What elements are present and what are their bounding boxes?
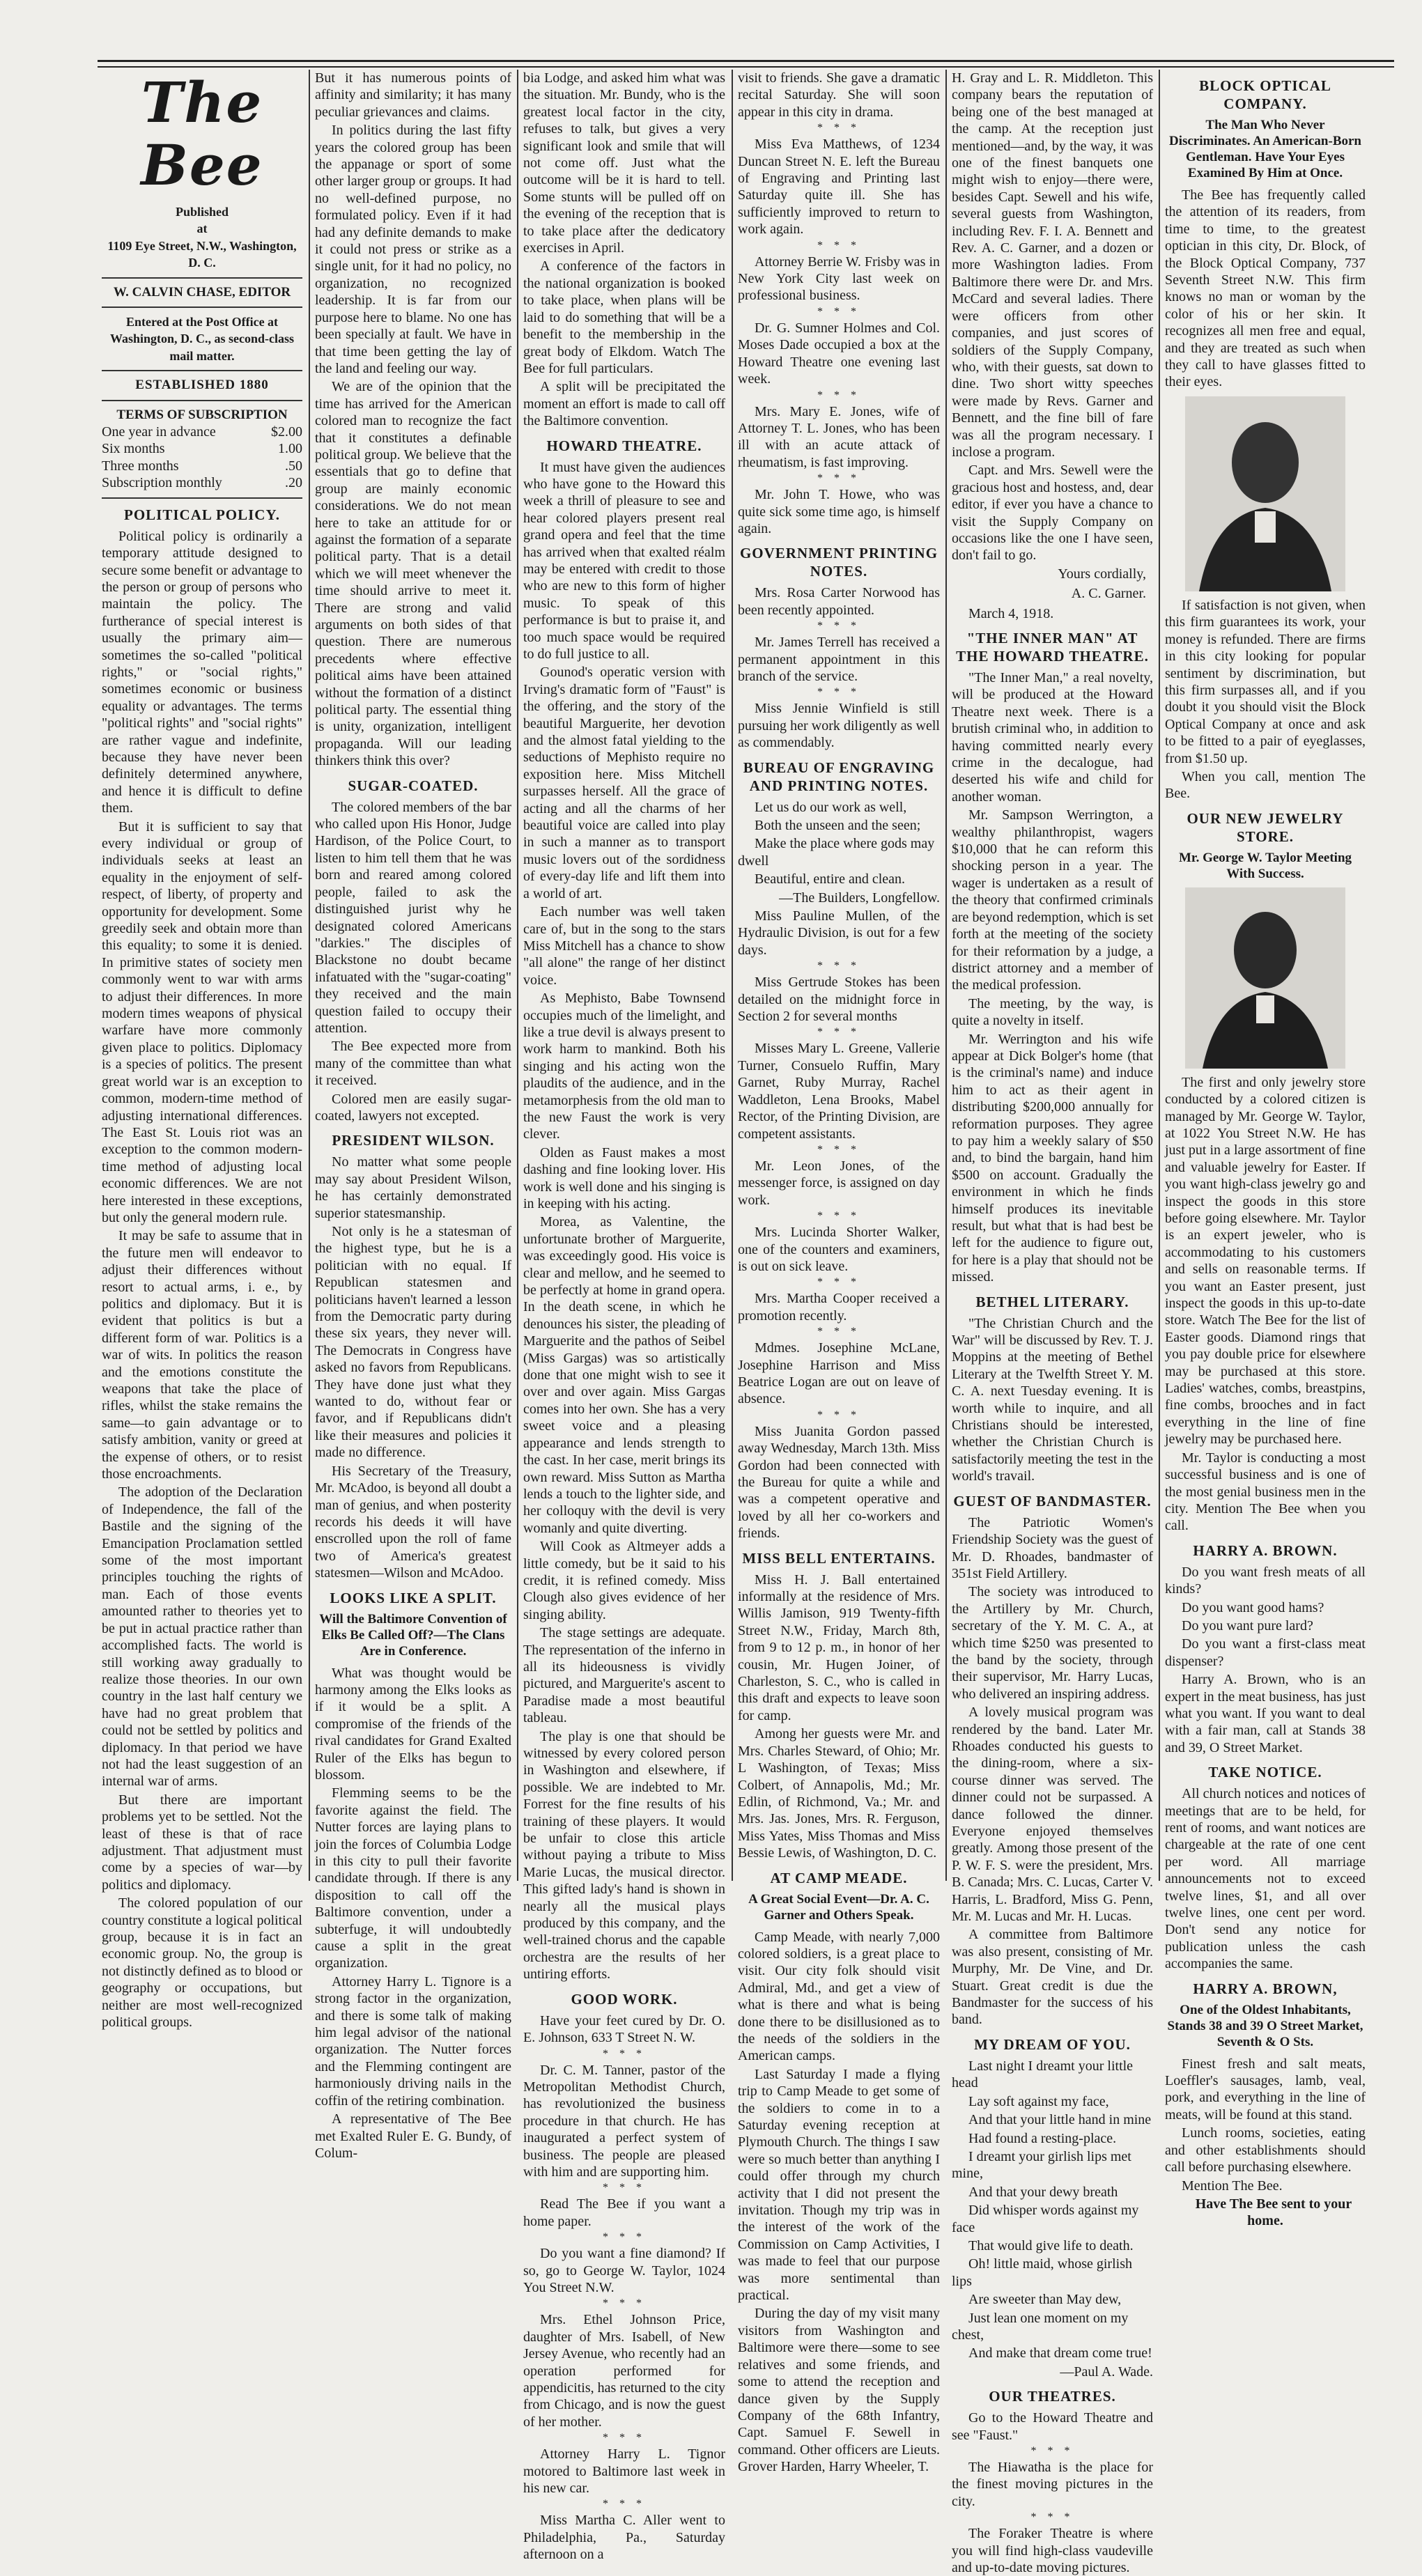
poem-line: I dreamt your girlish lips met mine, bbox=[952, 2148, 1131, 2182]
column-2 bbox=[311, 70, 516, 2161]
paragraph: But there are important problems yet to be settled. Not the least of these is that of race adjustment. That adjustment must come by a species of war—by politics and diplomacy. bbox=[102, 1792, 302, 1893]
paragraph: A lovely musical program was rendered by the band. Later Mr. Rhoades conducted his guests to the dining-room, where a six-course dinner was served. The dinner could not be surpassed. A dance followed the dinner. Everyone enjoyed themselves greatly. Among those present of the P. W. F. S. were the president, Mrs. B. Canada; Mrs. C. Lucas, Carter V. Harris, L. Bradford, Miss G. Penn, Mr. M. Lucas and Mr. H. Lucas. bbox=[952, 1705, 1153, 1925]
paragraph: As Mephisto, Babe Townsend occupies much of the limelight, and like a true devil is always present to work harm to mankind. Both his singing and his acting won the plaudits of the audience, and in the metamorphesis from the old man to the new Faust the work is very clever. bbox=[523, 991, 725, 1142]
masthead-established: ESTABLISHED 1880 bbox=[135, 378, 269, 393]
poem-line: Did whisper words against my face bbox=[952, 2203, 1139, 2235]
paragraph: The adoption of the Declaration of Independence, the fall of the Bastile and the signing of the Emancipation Proclamation settled some of the most important principles touching the rights of man. Each of those events amounted rather to theories yet to be put in actual practice rather than accomplished facts. The world is still working away gradually to realize those theories. In our own country in the last half century we have had no great problem that could not be settled by politics and diplomacy. In that period we have not had the least suggestion of an internal war of arms. bbox=[102, 1484, 302, 1790]
paragraph: The society was introduced to the Artillery by Mr. Church, secretary of the Y. M. C. A., at which time $250 was presented to the band by the society, through their supervisor, Mr. Harry Lucas, who delivered an inspiring address. bbox=[952, 1584, 1153, 1702]
paragraph: The Foraker Theatre is where you will find high-class vaudeville and up-to-date moving pictures. bbox=[952, 2526, 1153, 2576]
poem-line: Both the unseen and the seen; bbox=[755, 818, 921, 833]
poem-line: Let us do our work as well, bbox=[755, 799, 907, 815]
paragraph: The meeting, by the way, is quite a novelty in itself. bbox=[952, 995, 1153, 1029]
paragraph: Lunch rooms, societies, eating and other establishments should call before purchasing elsewhere. bbox=[1165, 2125, 1366, 2175]
article-title: MY DREAM OF YOU. bbox=[974, 2035, 1131, 2053]
dateline: March 4, 1918. bbox=[968, 605, 1054, 621]
paragraph: Political policy is ordinarily a temporary attitude designed to secure some benefit or advantage to the person or group of persons who maintain the policy. The furtherance of special interest is usually the primary aim—sometimes the so-called "political rights," or "social rights," sometimes economic or business equality or advantages. The terms "political rights" and "social rights" are rather vague and indefinite, because they have never been definitely determined anywhere, and hence it is difficult to define them. bbox=[102, 528, 302, 816]
paragraph: Attorney Harry L. Tignor motored to Baltimore last week in his new car. bbox=[523, 2446, 725, 2497]
paragraph: Miss Pauline Mullen, of the Hydraulic Division, is out for a few days. bbox=[738, 908, 940, 958]
paragraph: The colored members of the bar who called upon His Honor, Judge Hardison, of the Police Court, to listen to him tell them that he was born and reared among colored people, failed to ask the distinguished jurist why he designated colored Americans "darkies." The disciples of Blackstone no doubt became infatuated with the "sugar-coating" they received and the main question failed to occupy their attention. bbox=[315, 799, 511, 1036]
paragraph: During the day of my visit many visitors from Washington and Baltimore were there—some to see relatives and some friends, and some to attend the reception and dance given by the Supply Company of the 68th Infantry, Capt. Samuel F. Sewell in command. Other officers are Lieuts. Grover Harden, Harry Wheeler, T. bbox=[738, 2306, 940, 2475]
article-title: HARRY A. BROWN. bbox=[1193, 1542, 1338, 1559]
paragraph: Flemming seems to be the favorite against the field. The Nutter forces are laying plans to join the forces of Columbia Lodge in this city to pull their favorite candidate through. If there is any disposition to call off the Baltimore convention, under a subterfuge, it will undoubtedly cause a split in the great organization. bbox=[315, 1785, 511, 1971]
article-title: BUREAU OF ENGRAVING AND PRINTING NOTES. bbox=[743, 759, 935, 794]
paragraph: Gounod's operatic version with Irving's dramatic form of "Faust" is the offering, and the story of the beautiful Marguerite, her devotion and the almost fatal yielding to the seductions of Mephisto require no exposition here. Miss Mitchell surpasses herself. All the grace of acting and all the charms of her beautiful voice are called into play in such a manner as to transport music lovers out of the sordidness of every-day life and lift them into a world of art. bbox=[523, 665, 725, 901]
poem-line: Last night I dreamt your little head bbox=[952, 2058, 1134, 2091]
column-4: visit to friends. She gave a dramatic recital Saturday. She will soon appear in this city in drama. * * * Miss Eva Matthews, of 1234 Duncan Street N. E. left the Bureau of Engraving and Printing last Saturday quite ill. She has sufficiently improved to return to work again. * * * Attorney Berrie W. Frisby was in New York City last week on professional business. * * * Dr. G. Sumner Holmes and Col. Moses Dade occupied a box at the Howard Theatre one evening last week. * * * Mrs. Mary E. Jones, wife of Attorney T. L. Jones, who has been ill with an acute attack of rheumatism, is fast improving. * * * Mr. John T. Howe, who was quite sick some time ago, is himself again. GOVERNMENT PRINTING NOTES. Mrs. Rosa Carter Norwood has been recently appointed. * * * Mr. James Terrell has received a permanent appointment in this branch of the service. * * * Miss Jennie Winfield is still pursuing her work diligently as well as commendably. BUREAU OF ENGRAVING AND PRINTING NOTES. Let us do our work as well, Both the unseen and the seen; Make the place where gods may dwell Beautiful, entire and clean. —The Builders, Longfellow. Miss Pauline Mullen, of the Hydraulic Division, is out for a few days. * * * Miss Gertrude Stokes has been detailed on the midnight force in Section 2 for several months * * * Misses Mary L. Greene, Vallerie Turner, Consuelo Ruffin, Mary Garnet, Ruby Murray, Rachel Waddleton, Lena Brooks, Mabel Rector, of the Printing Division, are competent assistants. * * * Mr. Leon Jones, of the messenger force, is assigned on day work. * * * Mrs. Lucinda Shorter Walker, one of the counters and examiners, is out on sick leave. * * * Mrs. Martha Cooper received a promotion recently. * * * Mdmes. Josephine McLane, Josephine Harrison and Miss Beatrice Logan are out on leave of absence. * * * Miss Juanita Gordon passed away Wednesday, March 13th. Miss Gordon had been connected with the Bureau for quite a while and was a competent operative and loved by all her co-workers and friends. MISS BELL ENTERTAINS. Miss H. J. Ball entertained informally at the residence of Mrs. Willis Jamison, 919 Twenty-fifth Street N.W., Friday, March 8th, from 9 to 12 p. m., in honor of her cousin, Mr. Hugen Joiner, of Charleston, S. C., who is called in this draft and expects to leave soon for camp. Among her guests were Mr. and Mrs. Charles Steward, of Ohio; Mr. L Washington, of Texas; Miss Colbert, of Annapolis, Md.; Mr. Edlin, of Richmond, Va.; Mr. and Mrs. Jas. Jones, Mrs. R. Ferguson, Miss Yates, Miss Thomas and Miss Bessie Lewis, of Washington, D. C. AT CAMP MEADE. A Great Social Event—Dr. A. C. Garner and Others Speak. Camp Meade, with nearly 7,000 colored soldiers, is a great place to visit. Our city folk should visit Admiral, Md., and get a view of what is there and what is being done there to be disillusioned as to the needs of the soldiers in the American camps. Last Saturday I made a flying trip to Camp Meade to get some of the soldiers to come in to a Saturday evening reception at Plymouth Church. The things I saw were so much better than anything I could offer through my church activity that I did not present the invitation. Though my trip was in the interest of the work of the Commission on Camp Activities, I was made to feel that our purpose was more sentimental than practical. During the day of my visit many visitors from Washington and Baltimore were there—some to see relatives and some friends, and some to attend the reception and dance given by the Supply Company of the 68th Infantry, Capt. Samuel F. Sewell in command. Other officers are Lieuts. Grover Harden, Harry Wheeler, T. bbox=[738, 70, 940, 2475]
column-6 bbox=[1161, 70, 1370, 2229]
paragraph: The Patriotic Women's Friendship Society was the guest of Mr. D. Rhoades, bandmaster of 351st Field Artillery. bbox=[952, 1514, 1153, 1581]
article-title: GUEST OF BANDMASTER. bbox=[953, 1492, 1152, 1510]
poem-line: Oh! little maid, whose girlish lips bbox=[952, 2256, 1132, 2289]
masthead-title: The Bee bbox=[141, 70, 263, 198]
paragraph: It must have given the audiences who have gone to the Howard this week a thrill of pleasure to see and hear colored players present real grand opera and feel that the time has arrived when that exalted réalm may be entered with credit to those who are new to this form of higher music. To speak of this performance is but to praise it, and too much space would be required to do full justice to all. bbox=[523, 459, 725, 662]
portrait-photo bbox=[1185, 396, 1345, 591]
terms-row: Six months 1.00 bbox=[102, 441, 302, 457]
paragraph: Mr. Leon Jones, of the messenger force, is assigned on day work. bbox=[738, 1158, 940, 1208]
top-rule bbox=[98, 60, 1394, 68]
paragraph: Read The Bee if you want a home paper. bbox=[523, 2196, 725, 2229]
paragraph: Have your feet cured by Dr. O. E. Johnson, 633 T Street N. W. bbox=[523, 2012, 725, 2046]
paragraph: The colored population of our country constitute a logical political group, because it is in fact an economic group. No, the group is not distinctly defined as to blood or geography or occupations, but neither are most well-recognized political groups. bbox=[102, 1895, 302, 2031]
poem-line: And that your little hand in mine bbox=[968, 2112, 1152, 2128]
article-title: HARRY A. BROWN, bbox=[1193, 1980, 1338, 1997]
paragraph: A conference of the factors in the national organization is booked to take place, when plans will be laid to do something that will be a benefit to the membership in the great body of Elkdom. Watch The Bee for full particulars. bbox=[523, 258, 725, 376]
article-title: AT CAMP MEADE. bbox=[770, 1869, 908, 1886]
paragraph: bia Lodge, and asked him what was the situation. Mr. Bundy, who is the greatest local factor in the city, refuses to talk, but gives a very significant look and smile that will not come off. Just what the outcome will be it is hard to tell. Some stunts will be pulled off on the evening of the reception that is to take place after the dedicatory exercises in April. bbox=[523, 70, 725, 256]
article-subtitle: The Man Who Never Discriminates. An American-Born Gentleman. Have Your Eyes Examined By Him at Once. bbox=[1168, 118, 1361, 180]
paragraph: What was thought would be harmony among the Elks looks as if it would be a split. A compromise of the friends of the rival candidates for Grand Exalted Ruler of the Elks has begun to blossom. bbox=[315, 1665, 511, 1783]
paragraph: Mrs. Lucinda Shorter Walker, one of the counters and examiners, is out on sick leave. bbox=[738, 1225, 940, 1274]
at-label: at bbox=[196, 222, 208, 236]
article-title: POLITICAL POLICY. bbox=[124, 506, 280, 523]
paragraph: Miss Gertrude Stokes has been detailed on the midnight force in Section 2 for several months bbox=[738, 975, 940, 1025]
column-3: bia Lodge, and asked him what was the situation. Mr. Bundy, who is the greatest local factor in the city, refuses to talk, but gives a very significant look and smile that will not come off. Just what the outcome will be it is hard to tell. Some stunts will be pulled off on the evening of the reception that is to take place after the dedicatory exercises in April. A conference of the factors in the national organization is booked to take place, when plans will be laid to do something that will be a benefit to the membership in the great body of Elkdom. Watch The Bee for full particulars. A split will be precipitated the moment an effort is made to call off the Baltimore convention. HOWARD THEATRE. It must have given the audiences who have gone to the Howard this week a thrill of pleasure to see and hear colored players present real grand opera and feel that the time has arrived when that exalted réalm may be entered with credit to those who are new to this form of higher music. To speak of this performance is but to praise it, and too much space would be required to do full justice to all. Gounod's operatic version with Irving's dramatic form of "Faust" is the offering, and the story of the beautiful Marguerite, her devotion and the almost fatal yielding to the seductions of Mephisto require no exposition here. Miss Mitchell surpasses herself. All the grace of acting and all the charms of her beautiful voice are called into play in such a manner as to transport music lovers out of the sordidness of every-day life and lift them into a world of art. Each number was well taken care of, but in the song to the stars Miss Mitchell has a chance to show "all alone" the range of her distinct voice. As Mephisto, Babe Townsend occupies much of the limelight, and like a true devil is always present to work harm to mankind. Both his singing and his acting won the plaudits of the audience, and in the metamorphesis from the old man to the new Faust the work is very clever. Olden as Faust makes a most dashing and fine looking lover. His work is well done and his singing is in keeping with his acting. Morea, as Valentine, the unfortunate brother of Marguerite, was exceedingly good. His voice is clear and mellow, and he seemed to be perfectly at home in grand opera. In the death scene, in which he denounces his sister, the pleading of Marguerite and the pathos of Seibel (Miss Gargas) was so artistically done that one might wish to see it over and over again. Miss Gargas comes into her own. She has a very sweet voice and a pleasing appearance and lends strength to the cast. In her case, merit brings its own reward. Miss Sutton as Martha lends a touch to the lighter side, and her colloquy with the devil is very womanly and quite diverting. Will Cook as Altmeyer adds a little comedy, but be it said to his credit, it is refined comedy. Miss Clough also gives evidence of her singing ability. The stage settings are adequate. The representation of the inferno in all its hideousness is vividly pictured, and Marguerite's ascent to Paradise made a most beautiful tableau. The play is one that should be witnessed by every colored person in Washington and elsewhere, if possible. We are indebted to Mr. Forrest for the fine results of his training of these players. It would be unfair to close this article without paying a tribute to Miss Marie Lucas, the musical director. This gifted lady's hand is shown in nearly all the musical plays produced by this company, and the well-trained chorus and the capable orchestra are the results of her untiring efforts. GOOD WORK. Have your feet cured by Dr. O. E. Johnson, 633 T Street N. W. * * * Dr. C. M. Tanner, pastor of the Metropolitan Methodist Church, has revolutionized the business procedure in that church. He has inaugurated a perfect system of business. The people are pleased with him and are supporting him. * * * Read The Bee if you want a home paper. * * * Do you want a fine diamond? If so, go to George W. Taylor, 1024 You Street N.W. * * * Mrs. Ethel Johnson Price, daughter of Mrs. Isabell, of New Jersey Avenue, who recently had an operation performed for appendicitis, has returned to the city from Chicago, and is now the guest of her mother. * * * Attorney Harry L. Tignor motored to Baltimore last week in his new car. * * * Miss Martha C. Aller went to Philadelphia, Pa., Saturday afternoon on a bbox=[523, 70, 725, 2563]
paragraph: Dr. G. Sumner Holmes and Col. Moses Dade occupied a box at the Howard Theatre one evening last week. bbox=[738, 320, 940, 387]
poem-line: Lay soft against my face, bbox=[968, 2093, 1109, 2109]
column-rule bbox=[945, 70, 947, 1881]
paragraph: Misses Mary L. Greene, Vallerie Turner, Consuelo Ruffin, Mary Garnet, Ruby Murray, Rachel Waddleton, Lena Brooks, Mabel Rector, of the Printing Division, are competent assistants. bbox=[738, 1041, 940, 1142]
article-title: PRESIDENT WILSON. bbox=[332, 1132, 495, 1149]
footer-line: Have The Bee sent to your home. bbox=[1195, 2196, 1352, 2229]
paragraph: Mrs. Rosa Carter Norwood has been recently appointed. bbox=[738, 585, 940, 618]
column-rule bbox=[732, 70, 733, 1881]
paragraph: The Hiawatha is the place for the finest moving pictures in the city. bbox=[952, 2460, 1153, 2509]
column-1 bbox=[98, 70, 307, 2031]
masthead-entered: Entered at the Post Office at Washington, D. C., as second-class mail matter. bbox=[109, 315, 295, 363]
paragraph: But it is sufficient to say that every individual or group of individuals seeks at least an equality in the enjoyment of self-respect, of liberty, of property and opportunity for development. Some greedily seek and obtain more than this equality; to some it is denied. In primitive states of society men commonly went to war with arms to adjust their differences. In more modern times weapons of physical warfare have more commonly given place to politics. Diplomacy is a species of politics. The present great world war is an exception to common, modern-time method of adjusting international differences. The East St. Louis riot was an exception to the common modern-time method of adjusting local economic differences. We are not here interested in these exceptions, but only the general modern rule. bbox=[102, 818, 302, 1225]
terms-row: Subscription monthly .20 bbox=[102, 475, 302, 491]
article-subtitle: Mr. George W. Taylor Meeting With Success. bbox=[1178, 850, 1352, 881]
paragraph: All church notices and notices of meetings that are to be held, for rent of rooms, and want notices are chargeable at the rate of one cent per word. All marriage announcements not to exceed twelve lines, $1, and all over twelve lines, one cent per word. Don't send any notice for publication unless the cash accompanies the same. bbox=[1165, 1786, 1366, 1972]
paragraph: Camp Meade, with nearly 7,000 colored soldiers, is a great place to visit. Our city folk should visit Admiral, Md., and get a view of what is there and what is being done there to be disillusioned as to the needs of the soldiers in the American camps. bbox=[738, 1929, 940, 2064]
paragraph: Capt. and Mrs. Sewell were the gracious host and hostess, and, dear editor, if ever you have a chance to visit the Supply Company on occasions like the one I have seen, don't fail to go. bbox=[952, 463, 1153, 564]
terms-row: One year in advance $2.00 bbox=[102, 424, 302, 440]
paragraph: Do you want a first-class meat dispenser? bbox=[1165, 1636, 1366, 1669]
paragraph: Mention The Bee. bbox=[1182, 2178, 1283, 2194]
paragraph: Go to the Howard Theatre and see "Faust." bbox=[952, 2410, 1153, 2443]
paragraph: visit to friends. She gave a dramatic recital Saturday. She will soon appear in this city in drama. bbox=[738, 70, 940, 120]
column-rule bbox=[1159, 70, 1160, 1881]
article-title: "THE INNER MAN" AT THE HOWARD THEATRE. bbox=[956, 630, 1149, 665]
article-subtitle: Will the Baltimore Convention of Elks Be Called Off?—The Clans Are in Conference. bbox=[319, 1611, 507, 1659]
paragraph: Miss H. J. Ball entertained informally at the residence of Mrs. Willis Jamison, 919 Twenty-fifth Street N.W., Friday, March 8th, from 9 to 12 p. m., in honor of her cousin, Mr. Hugen Joiner, of Charleston, S. C., who is called in this draft and expects to leave soon for camp. bbox=[738, 1572, 940, 1723]
terms-title: TERMS OF SUBSCRIPTION bbox=[116, 407, 288, 422]
article-title: BLOCK OPTICAL COMPANY. bbox=[1199, 77, 1331, 112]
article-title: SUGAR-COATED. bbox=[348, 777, 479, 794]
paragraph: A split will be precipitated the moment an effort is made to call off the Baltimore convention. bbox=[523, 379, 725, 429]
column-5: H. Gray and L. R. Middleton. This company bears the reputation of being one of the best managed at the camp. At the reception just mentioned—and, by the way, it was one of the finest banquets one might wish to enjoy—there were, besides Capt. Sewell and his wife, several guests from Washington, including Rev. F. I. A. Bennett and Rev. A. C. Garner, and a dozen or more Washington ladies. From Baltimore there were Dr. and Mrs. McCard and several ladies. There were officers from other companies, and just scores of soldiers of the Supply Company, who, with their guests, sat down to dine. Two short witty speeches were made by Revs. Garner and Bennett, and the fine bill of fare was all the program necessary. I inclose a program. Capt. and Mrs. Sewell were the gracious host and hostess, and, dear editor, if ever you have a chance to visit the Supply Company on occasions like the one I have seen, don't fail to go. Yours cordially, A. C. Garner. March 4, 1918. "THE INNER MAN" AT THE HOWARD THEATRE. "The Inner Man," a real novelty, will be produced at the Howard Theatre next week. There is a brutish criminal who, in addition to having committed nearly every crime in the decalogue, had deserted his wife and child for another woman. Mr. Sampson Werrington, a wealthy philanthropist, wagers $10,000 that he can reform this shocking person in a year. The wager is undertaken as a result of the theory that confirmed criminals are beyond redemption, which is set forth at the meeting of the society for their reformation by a judge, a district attorney and a member of the medical profession. The meeting, by the way, is quite a novelty in itself. Mr. Werrington and his wife appear at Dick Bolger's home (that is the criminal's name) and induce him to act as their agent in distributing $200,000 annually for reformation purposes. They agree to pay him a weekly salary of $50 and, to bind the bargain, hand him $500 on account. Gradually the environment in which he finds himself produces its inevitable result, but what that is had best be left for the audience to figure out, for here is a play that should not be missed. BETHEL LITERARY. "The Christian Church and the War" will be discussed by Rev. T. J. Moppins at the meeting of Bethel Literary at the Twelfth Street Y. M. C. A. next Tuesday evening. It is worth while to inquire, and all Christians should be interested, whether the Christian Church is satisfactorily meeting the test in the world's travail. GUEST OF BANDMASTER. The Patriotic Women's Friendship Society was the guest of Mr. D. Rhoades, bandmaster of 351st Field Artillery. The society was introduced to the Artillery by Mr. Church, secretary of the Y. M. C. A., at which time $250 was presented to the band by the society, through their supervisor, Mr. Harry Lucas, who delivered an inspiring address. A lovely musical program was rendered by the band. Later Mr. Rhoades conducted his guests to the dining-room, where a six-course dinner was served. The dinner could not be surpassed. A dance followed the dinner. Everyone enjoyed themselves greatly. Among those present of the P. W. F. S. were the president, Mrs. B. Canada; Mrs. C. Lucas, Carter V. Harris, L. Bradford, Miss G. Penn, Mr. M. Lucas and Mr. H. Lucas. A committee from Baltimore was also present, consisting of Mr. Murphy, Mr. De Vine, and Dr. Stuart. Great credit is due the Bandmaster for the success of his band. MY DREAM OF YOU. Last night I dreamt your little head Lay soft against my face, And that your little hand in mine Had found a resting-place. I dreamt your girlish lips met mine, And that your dewy breath Did whisper words against my face That would give life to death. Oh! little maid, whose girlish lips Are sweeter than May dew, Just lean one moment on my chest, And make that dream come true! —Paul A. Wade. OUR THEATRES. Go to the Howard Theatre and see "Faust." * * * The Hiawatha is the place for the finest moving pictures in the city. * * * The Foraker Theatre is where you will find high-class vaudeville and up-to-date moving pictures. bbox=[952, 70, 1153, 2576]
paragraph: Mr. John T. Howe, who was quite sick some time ago, is himself again. bbox=[738, 487, 940, 536]
paragraph: Harry A. Brown, who is an expert in the meat business, has just what you want. If you want to deal with a fair man, call at Stands 38 and 39, O Street Market. bbox=[1165, 1672, 1366, 1755]
paragraph: Morea, as Valentine, the unfortunate brother of Marguerite, was exceedingly good. His voice is clear and mellow, and he seemed to be perfectly at home in grand opera. In the death scene, in which he denounces his sister, the pleading of Marguerite and the pathos of Seibel (Miss Gargas) was so artistically done that one might wish to see it over and over again. Miss Gargas comes into her own. She has a very sweet voice and a pleasing appearance and lends strength to the cast. In her case, merit brings its own reward. Miss Sutton as Martha lends a touch to the lighter side, and her colloquy with the devil is very womanly and quite diverting. bbox=[523, 1214, 725, 1536]
paragraph: The Bee expected more from many of the committee than what it received. bbox=[315, 1039, 511, 1089]
paragraph: Olden as Faust makes a most dashing and fine looking lover. His work is well done and his singing is in keeping with his acting. bbox=[523, 1145, 725, 1211]
paragraph: The first and only jewelry store conducted by a colored citizen is managed by Mr. George W. Taylor, at 1022 You Street N.W. He has just put in a large assortment of fine and valuable jewelry for Easter. If you want high-class jewelry go and inspect the goods in this store before going elsewhere. Mr. Taylor is an expert jeweler, who is accommodating to his customers and sells on reasonable terms. If you want an Easter present, just inspect the goods in this up-to-date store. Watch The Bee for the list of Easter goods. Diamond rings that you pay double price for elsewhere may be purchased at this store. Ladies' watches, combs, breastpins, fine combs, brooches and in fact everything in the line of fine jewelry may be purchased here. bbox=[1165, 1074, 1366, 1448]
paragraph: Last Saturday I made a flying trip to Camp Meade to get some of the soldiers to come in to a Saturday evening reception at Plymouth Church. The things I saw were so much better than anything I could offer through my church activity that I did not present the invitation. Though my trip was in the interest of the work of the Commission on Camp Activities, I was made to feel that our purpose was more sentimental than practical. bbox=[738, 2066, 940, 2304]
paragraph: The Bee has frequently called the attention of its readers, from time to time, to the greatest optician in this city, Dr. Block, of the Block Optical Company, 737 Seventh Street N.W. This firm knows no man or woman by the color of his or her skin. It recognizes all men free and equal, and they are treated as such when they call to have glasses fitted to their eyes. bbox=[1165, 187, 1366, 390]
paragraph: "The Inner Man," a real novelty, will be produced at the Howard Theatre next week. There is a brutish criminal who, in addition to having committed nearly every crime in the decalogue, had deserted his wife and child for another woman. bbox=[952, 670, 1153, 805]
paragraph: H. Gray and L. R. Middleton. This company bears the reputation of being one of the best managed at the camp. At the reception just mentioned—and, by the way, it was one of the finest banquets one might wish to enjoy—there were, besides Capt. Sewell and his wife, several guests from Washington, including Rev. F. I. A. Bennett and Rev. A. C. Garner, and a dozen or more Washington ladies. From Baltimore there were Dr. and Mrs. McCard and several ladies. There were officers from other companies, and just scores of soldiers of the Supply Company, who, with their guests, sat down to dine. Two short witty speeches were made by Revs. Garner and Bennett, and the fine bill of fare was all the program necessary. I inclose a program. bbox=[952, 70, 1153, 460]
paragraph: Among her guests were Mr. and Mrs. Charles Steward, of Ohio; Mr. L Washington, of Texas; Miss Colbert, of Annapolis, Md.; Mr. Edlin, of Richmond, Va.; Mr. and Mrs. Jas. Jones, Mrs. R. Ferguson, Miss Yates, Miss Thomas and Miss Bessie Lewis, of Washington, D. C. bbox=[738, 1726, 940, 1861]
paragraph: In politics during the last fifty years the colored group has been the appanage or sport of some other larger group or groups. It had no well-defined purpose, no formulated policy. Even if it had had any definite demands to make it could not press or strike as a single unit, for it had no policy, no organization, no recognized leadership. It is far from our purpose here to blame. No one has been specially at fault. We have in that time been getting the lay of the land and feeling our way. bbox=[315, 123, 511, 376]
paragraph: Dr. C. M. Tanner, pastor of the Metropolitan Methodist Church, has revolutionized the business procedure in that church. He has inaugurated a perfect system of business. The people are pleased with him and are supporting him. bbox=[523, 2062, 725, 2180]
poem-line: Are sweeter than May dew, bbox=[968, 2292, 1122, 2308]
poem-line: And make that dream come true! bbox=[968, 2345, 1152, 2361]
article-title: GOVERNMENT PRINTING NOTES. bbox=[739, 545, 938, 580]
signature-line: Yours cordially, bbox=[1058, 566, 1146, 582]
paragraph: Not only is he a statesman of the highest type, but he is a politician with no equal. If Republican statesmen and politicians haven't learned a lesson from the Democratic party during these six years, they never will. The Democrats in Congress have asked no favors from Republicans. They have done just what they wanted to do, without fear or favor, and if Republicans didn't like their measures and policies it made no difference. bbox=[315, 1224, 511, 1461]
article-title: LOOKS LIKE A SPLIT. bbox=[330, 1589, 497, 1606]
portrait-photo bbox=[1185, 887, 1345, 1069]
paragraph: Mrs. Ethel Johnson Price, daughter of Mrs. Isabell, of New Jersey Avenue, who recently had an operation performed for appendicitis, has returned to the city from Chicago, and is now the guest of her mother. bbox=[523, 2312, 725, 2430]
paragraph: Miss Martha C. Aller went to Philadelphia, Pa., Saturday afternoon on a bbox=[523, 2513, 725, 2563]
paragraph: Mr. Taylor is conducting a most successful business and is one of the most genial business men in the city. Mention The Bee when you call. bbox=[1165, 1450, 1366, 1534]
article-title: GOOD WORK. bbox=[571, 1990, 678, 2008]
terms-row: Three months .50 bbox=[102, 458, 302, 474]
paragraph: Each number was well taken care of, but in the song to the stars Miss Mitchell has a chance to show "all alone" the range of her distinct voice. bbox=[523, 904, 725, 988]
article-title: BETHEL LITERARY. bbox=[975, 1293, 1129, 1310]
poem-line: Had found a resting-place. bbox=[968, 2130, 1117, 2146]
paragraph: It may be safe to assume that in the future men will endeavor to adjust their differences without resort to actual arms, i. e., by politics and diplomacy. But it is evident that politics is but a different form of war. Politics is a war of wits. In politics the reason and the emotions constitute the weapons that take the place of rifles, whilst the stake remains the same—to gain advantage or to satisfy ambition, vanity or greed at the expense of others, or to resist those encroachments. bbox=[102, 1228, 302, 1482]
paragraph: A committee from Baltimore was also present, consisting of Mr. Murphy, Mr. De Vine, and Dr. Stuart. Great credit is due the Bandmaster for the success of his band. bbox=[952, 1927, 1153, 2028]
signature-line: A. C. Garner. bbox=[1071, 586, 1146, 602]
paragraph: We are of the opinion that the time has arrived for the American colored man to recognize the fact that it constitutes a definable political group. We believe that the essentials that go to define that group are mainly economic considerations. We do not mean here to take an attitude for or against the formation of a separate political party. That is a detail which we will meet whenever the time should arrive to meet it. There are strong and valid arguments on both sides of that question. There are numerous precedents where effective political aims have been attained without the formation of a distinct political party. The essential thing is unity, organization, intelligent propaganda. Will our leading thinkers think this over? bbox=[315, 379, 511, 769]
article-title: TAKE NOTICE. bbox=[1208, 1764, 1322, 1781]
paragraph: Do you want good hams? bbox=[1182, 1599, 1324, 1615]
paragraph: No matter what some people may say about President Wilson, he has certainly demonstrated superior statesmanship. bbox=[315, 1154, 511, 1221]
published-label: Published bbox=[175, 205, 229, 219]
poem-line: Beautiful, entire and clean. bbox=[755, 871, 906, 887]
article-title: MISS BELL ENTERTAINS. bbox=[742, 1549, 936, 1567]
masthead-editor: W. CALVIN CHASE, EDITOR bbox=[113, 284, 291, 300]
paragraph: Colored men are easily sugar-coated, lawyers not excepted. bbox=[315, 1091, 511, 1124]
paragraph: Do you want pure lard? bbox=[1182, 1617, 1313, 1634]
paragraph: His Secretary of the Treasury, Mr. McAdoo, is beyond all doubt a man of genius, and when posterity records his deeds it will have enscrolled upon the roll of fame two of America's greatest statesmen—Wilson and McAdoo. bbox=[315, 1463, 511, 1581]
paragraph: A representative of The Bee met Exalted Ruler E. G. Bundy, of Colum- bbox=[315, 2111, 511, 2161]
paragraph: Mdmes. Josephine McLane, Josephine Harrison and Miss Beatrice Logan are out on leave of absence. bbox=[738, 1340, 940, 1407]
paragraph: Mr. James Terrell has received a permanent appointment in this branch of the service. bbox=[738, 635, 940, 684]
paragraph: Do you want fresh meats of all kinds? bbox=[1165, 1564, 1366, 1597]
paragraph: Do you want a fine diamond? If so, go to George W. Taylor, 1024 You Street N.W. bbox=[523, 2246, 725, 2295]
paragraph: Will Cook as Altmeyer adds a little comedy, but be it said to his credit, it is refined comedy. Miss Clough also gives evidence of her singing ability. bbox=[523, 1539, 725, 1622]
masthead-address: 1109 Eye Street, N.W., Washington, D. C. bbox=[107, 238, 297, 270]
article-title: OUR THEATRES. bbox=[989, 2388, 1116, 2405]
paragraph: If satisfaction is not given, when this firm guarantees its work, your money is refunded. There are firms in this city looking for popular sentiment by discrimination, but this firm surpasses all, and if you doubt it you should visit the Block Optical Company at once and ask to be fitted to a pair of eyeglasses, from $1.50 up. bbox=[1165, 597, 1366, 766]
column-rule bbox=[309, 70, 310, 1881]
article-title: OUR NEW JEWELRY STORE. bbox=[1187, 809, 1344, 845]
paragraph: Miss Juanita Gordon passed away Wednesday, March 13th. Miss Gordon had been connected with the Bureau for quite a while and was a competent operative and loved by all her co-workers and friends. bbox=[738, 1423, 940, 1542]
poem-attribution: —Paul A. Wade. bbox=[1060, 2364, 1153, 2380]
poem-line: Make the place where gods may dwell bbox=[738, 836, 935, 869]
paragraph: Miss Eva Matthews, of 1234 Duncan Street N. E. left the Bureau of Engraving and Printing last Saturday quite ill. She has sufficiently improved to return to work again. bbox=[738, 137, 940, 238]
paragraph: Attorney Berrie W. Frisby was in New York City last week on professional business. bbox=[738, 254, 940, 304]
paragraph: Mr. Werrington and his wife appear at Dick Bolger's home (that is the criminal's name) and induce him to act as their agent in distributing $200,000 annually for reformation purposes. They agree to pay him a weekly salary of $50 and, to bind the bargain, hand him $500 on account. Gradually the environment in which he finds himself produces its inevitable result, but what that is had best be left for the audience to figure out, for here is a play that should not be missed. bbox=[952, 1031, 1153, 1285]
paragraph: Finest fresh and salt meats, Loeffler's sausages, lamb, veal, pork, and everything in the line of meats, will be found at this stand. bbox=[1165, 2056, 1366, 2123]
poem-line: Just lean one moment on my chest, bbox=[952, 2310, 1129, 2343]
paragraph: But it has numerous points of affinity and similarity; it has many peculiar grievances and claims. bbox=[315, 70, 511, 120]
paragraph: The play is one that should be witnessed by every colored person in Washington and elsewhere, if possible. We are indebted to Mr. Forrest for the fine results of his training of these players. It would be unfair to close this article without paying a tribute to Miss Marie Lucas, the musical director. This gifted lady's hand is shown in nearly all the musical plays produced by this company, and the well-trained chorus and the capable orchestra are the results of her untiring efforts. bbox=[523, 1728, 725, 1983]
article-subtitle: One of the Oldest Inhabitants, Stands 38 and 39 O Street Market, Seventh & O Sts. bbox=[1167, 2002, 1363, 2049]
paragraph: Mr. Sampson Werrington, a wealthy philanthropist, wagers $10,000 that he can reform this shocking person in a year. The wager is undertaken as a result of the theory that confirmed criminals are beyond redemption, which is set forth at the meeting of the society for their reformation by a judge, a district attorney and a member of the medical profession. bbox=[952, 807, 1153, 993]
article-subtitle: A Great Social Event—Dr. A. C. Garner and Others Speak. bbox=[748, 1891, 929, 1923]
paragraph: "The Christian Church and the War" will be discussed by Rev. T. J. Moppins at the meeting of Bethel Literary at the Twelfth Street Y. M. C. A. next Tuesday evening. It is worth while to inquire, and all Christians should be interested, whether the Christian Church is satisfactorily meeting the test in the world's travail. bbox=[952, 1315, 1153, 1484]
paragraph: Miss Jennie Winfield is still pursuing her work diligently as well as commendably. bbox=[738, 701, 940, 751]
paragraph: Mrs. Martha Cooper received a promotion recently. bbox=[738, 1291, 940, 1324]
poem-line: And that your dewy breath bbox=[968, 2184, 1118, 2200]
paragraph: Attorney Harry L. Tignore is a strong factor in the organization, and there is some talk of making him legal advisor of the national organization. The Nutter forces and the Flemming contingent are harmoniously driving nails in the coffin of the retiring combination. bbox=[315, 1973, 511, 2109]
article-title: HOWARD THEATRE. bbox=[546, 437, 702, 454]
poem-attribution: —The Builders, Longfellow. bbox=[779, 890, 940, 906]
paragraph: The stage settings are adequate. The representation of the inferno in all its hideousness is vividly pictured, and Marguerite's ascent to Paradise made a most beautiful tableau. bbox=[523, 1625, 725, 1726]
paragraph: Mrs. Mary E. Jones, wife of Attorney T. L. Jones, who has been ill with an acute attack of rheumatism, is fast improving. bbox=[738, 403, 940, 470]
paragraph: When you call, mention The Bee. bbox=[1165, 768, 1366, 802]
poem-line: That would give life to death. bbox=[968, 2237, 1134, 2253]
column-rule bbox=[517, 70, 518, 1881]
